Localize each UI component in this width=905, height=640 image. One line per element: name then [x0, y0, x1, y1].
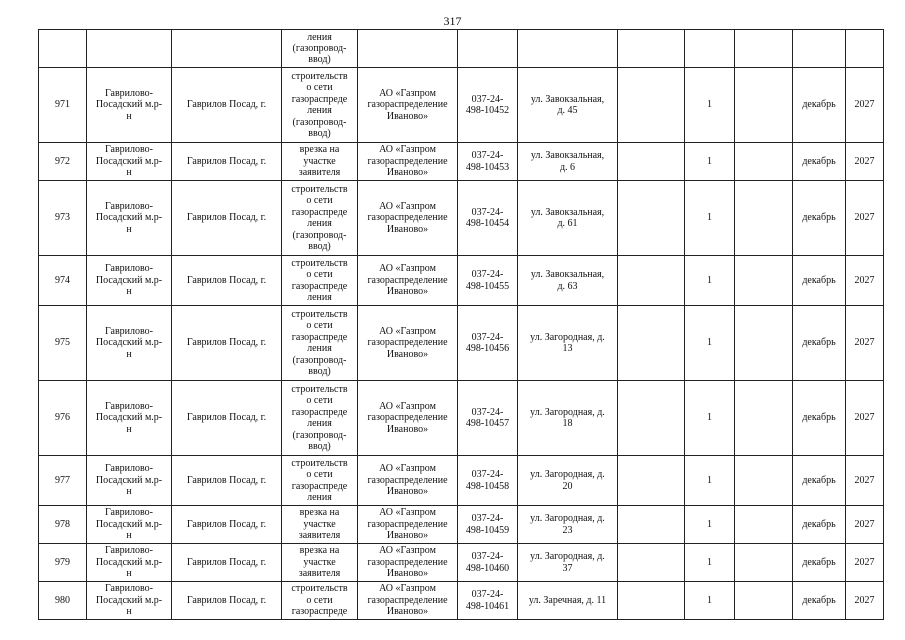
- org-line: АО «Газпром: [379, 325, 436, 337]
- cell-col8: [618, 181, 685, 256]
- work-type-line: ввод): [308, 366, 331, 377]
- district-line: Гаврилово-: [104, 200, 154, 212]
- cell-col10: [735, 30, 793, 68]
- org-line: газораспределение: [367, 556, 448, 568]
- code-line: 037-24-: [471, 469, 504, 480]
- cell-year: 2027: [846, 256, 884, 306]
- district-line: н: [126, 286, 132, 298]
- cell-qty: 1: [685, 143, 735, 181]
- code-line: 037-24-: [471, 551, 504, 562]
- work-type-line: ления: [307, 218, 332, 229]
- district-line: Гаврилово-: [104, 545, 154, 557]
- address-line: ул. Завокзальная,: [530, 93, 605, 105]
- cell-num: 971: [39, 68, 87, 143]
- org-line: АО «Газпром: [379, 200, 436, 212]
- district-line: Посадский м.р-: [95, 274, 163, 286]
- table-row: [39, 306, 884, 381]
- cell-month: декабрь: [793, 582, 846, 620]
- address-line: ул. Завокзальная,: [530, 269, 605, 280]
- district-line: Посадский м.р-: [95, 474, 163, 486]
- district-line: н: [126, 530, 132, 542]
- cell-qty: 1: [685, 582, 735, 620]
- cell-work-type: [282, 506, 358, 544]
- district-line: Посадский м.р-: [95, 556, 163, 568]
- code-line: 037-24-: [471, 206, 504, 218]
- cell-col10: [735, 181, 793, 256]
- org-line: Иваново»: [386, 110, 429, 122]
- cell-col10: [735, 68, 793, 143]
- address-line: ул. Загородная, д.: [530, 469, 605, 480]
- cell-district: [87, 68, 172, 143]
- cell-col8: [618, 30, 685, 68]
- cell-num: 978: [39, 506, 87, 544]
- cell-code: [458, 143, 518, 181]
- cell-settlement: Гаврилов Посад, г.: [172, 181, 282, 256]
- table-row: [39, 381, 884, 456]
- cell-address: [518, 306, 618, 381]
- cell-settlement: Гаврилов Посад, г.: [172, 456, 282, 506]
- address-line: ул. Завокзальная,: [530, 206, 605, 218]
- org-line: Иваново»: [386, 423, 429, 435]
- org-line: газораспределение: [367, 155, 448, 167]
- table-row: [39, 181, 884, 256]
- cell-year: 2027: [846, 506, 884, 544]
- cell-address: [518, 506, 618, 544]
- org-line: АО «Газпром: [379, 545, 436, 557]
- work-type-line: газораспреде: [291, 406, 348, 418]
- cell-col8: [618, 544, 685, 582]
- work-type-line: ления: [307, 418, 332, 429]
- cell-year: 2027: [846, 456, 884, 506]
- address-line: ул. Завокзальная,: [530, 150, 605, 161]
- cell-work-type: [282, 544, 358, 582]
- org-line: АО «Газпром: [379, 507, 436, 519]
- cell-code: [458, 456, 518, 506]
- cell-year: 2027: [846, 181, 884, 256]
- cell-month: декабрь: [793, 381, 846, 456]
- cell-org: [358, 544, 458, 582]
- cell-settlement: [172, 30, 282, 68]
- cell-qty: 1: [685, 456, 735, 506]
- work-type-line: газораспреде: [291, 606, 348, 618]
- cell-col10: [735, 256, 793, 306]
- code-line: 498-10459: [465, 524, 510, 536]
- cell-district: [87, 181, 172, 256]
- work-type-line: строительств: [291, 70, 348, 82]
- district-line: н: [126, 486, 132, 498]
- cell-org: [358, 582, 458, 620]
- table-body: [39, 30, 884, 620]
- cell-work-type: [282, 181, 358, 256]
- table-row: [39, 544, 884, 582]
- cell-district: [87, 143, 172, 181]
- cell-org: [358, 456, 458, 506]
- cell-num: 973: [39, 181, 87, 256]
- address-line: 37: [562, 562, 573, 574]
- cell-col8: [618, 582, 685, 620]
- district-line: Гаврилово-: [104, 507, 154, 519]
- work-type-line: участке: [303, 556, 336, 568]
- work-type-line: ввод): [308, 241, 331, 252]
- address-line: 13: [562, 343, 573, 354]
- cell-code: [458, 544, 518, 582]
- table-row: [39, 143, 884, 181]
- work-type-line: строительств: [291, 583, 348, 595]
- cell-month: декабрь: [793, 506, 846, 544]
- cell-settlement: Гаврилов Посад, г.: [172, 256, 282, 306]
- address-line: ул. Загородная, д.: [530, 331, 605, 343]
- cell-address: [518, 381, 618, 456]
- cell-col8: [618, 68, 685, 143]
- work-type-line: о сети: [306, 195, 333, 206]
- cell-work-type: [282, 456, 358, 506]
- org-line: Иваново»: [386, 286, 429, 298]
- cell-code: [458, 181, 518, 256]
- cell-address: [518, 143, 618, 181]
- district-line: Гаврилово-: [104, 400, 154, 412]
- cell-settlement: Гаврилов Посад, г.: [172, 306, 282, 381]
- org-line: Иваново»: [386, 530, 429, 542]
- work-type-line: (газопровод-: [292, 354, 347, 366]
- cell-num: [39, 30, 87, 68]
- code-line: 037-24-: [471, 406, 504, 418]
- cell-district: [87, 456, 172, 506]
- cell-address: [518, 582, 618, 620]
- cell-settlement: Гаврилов Посад, г.: [172, 143, 282, 181]
- work-type-line: газораспреде: [291, 93, 348, 105]
- cell-district: [87, 256, 172, 306]
- org-line: газораспределение: [367, 474, 448, 486]
- cell-col10: [735, 143, 793, 181]
- work-type-line: (газопровод-: [292, 116, 347, 128]
- org-line: АО «Газпром: [379, 263, 436, 275]
- work-type-line: о сети: [306, 320, 333, 331]
- org-line: газораспределение: [367, 594, 448, 606]
- work-type-line: о сети: [306, 82, 333, 93]
- table-row: [39, 456, 884, 506]
- org-line: АО «Газпром: [379, 583, 436, 595]
- work-type-line: газораспреде: [291, 280, 348, 292]
- cell-year: 2027: [846, 544, 884, 582]
- org-line: газораспределение: [367, 99, 448, 111]
- cell-address: [518, 68, 618, 143]
- org-line: Иваново»: [386, 223, 429, 235]
- work-type-line: врезка на: [299, 545, 340, 557]
- cell-work-type: [282, 30, 358, 68]
- cell-qty: [685, 30, 735, 68]
- work-type-line: о сети: [306, 594, 333, 606]
- cell-qty: 1: [685, 381, 735, 456]
- cell-col8: [618, 506, 685, 544]
- cell-qty: 1: [685, 506, 735, 544]
- work-type-line: газораспреде: [291, 480, 348, 492]
- code-line: 037-24-: [471, 513, 504, 524]
- org-line: АО «Газпром: [379, 463, 436, 475]
- address-line: 18: [562, 418, 573, 429]
- code-line: 498-10453: [465, 161, 510, 173]
- code-line: 037-24-: [471, 589, 504, 600]
- cell-work-type: [282, 256, 358, 306]
- district-line: Посадский м.р-: [95, 212, 163, 224]
- work-type-line: строительств: [291, 257, 348, 269]
- cell-num: 980: [39, 582, 87, 620]
- cell-code: [458, 582, 518, 620]
- district-line: н: [126, 568, 132, 580]
- work-type-line: о сети: [306, 269, 333, 280]
- district-line: н: [126, 110, 132, 122]
- district-line: н: [126, 348, 132, 360]
- address-line: д. 61: [557, 218, 578, 229]
- work-type-line: ления: [307, 343, 332, 354]
- cell-address: [518, 181, 618, 256]
- cell-district: [87, 30, 172, 68]
- cell-num: 974: [39, 256, 87, 306]
- cell-org: [358, 30, 458, 68]
- cell-work-type: [282, 582, 358, 620]
- code-line: 498-10452: [465, 105, 510, 116]
- cell-org: [358, 306, 458, 381]
- work-type-line: ления: [307, 292, 332, 303]
- work-type-line: строительств: [291, 183, 348, 195]
- district-line: н: [126, 223, 132, 235]
- cell-org: [358, 143, 458, 181]
- cell-num: 976: [39, 381, 87, 456]
- work-type-line: ввод): [308, 54, 331, 65]
- work-type-line: участке: [303, 155, 336, 167]
- cell-month: декабрь: [793, 456, 846, 506]
- cell-settlement: Гаврилов Посад, г.: [172, 582, 282, 620]
- cell-work-type: [282, 68, 358, 143]
- cell-col10: [735, 582, 793, 620]
- code-line: 498-10457: [465, 418, 510, 429]
- cell-month: декабрь: [793, 544, 846, 582]
- cell-district: [87, 381, 172, 456]
- district-line: н: [126, 606, 132, 618]
- district-line: н: [126, 167, 132, 179]
- code-line: 037-24-: [471, 331, 504, 343]
- cell-work-type: [282, 306, 358, 381]
- cell-qty: 1: [685, 181, 735, 256]
- cell-num: 979: [39, 544, 87, 582]
- cell-year: [846, 30, 884, 68]
- org-line: газораспределение: [367, 518, 448, 530]
- work-type-line: участке: [303, 518, 336, 530]
- district-line: Посадский м.р-: [95, 99, 163, 111]
- cell-work-type: [282, 381, 358, 456]
- address-line: ул. Загородная, д.: [530, 513, 605, 524]
- cell-address: [518, 544, 618, 582]
- cell-code: [458, 306, 518, 381]
- registry-table: [38, 29, 884, 620]
- work-type-line: врезка на: [299, 144, 340, 156]
- org-line: Иваново»: [386, 348, 429, 360]
- code-line: 498-10456: [465, 343, 510, 354]
- work-type-line: заявителя: [298, 530, 341, 542]
- cell-code: [458, 256, 518, 306]
- table-row: [39, 582, 884, 620]
- district-line: Гаврилово-: [104, 263, 154, 275]
- cell-year: 2027: [846, 68, 884, 143]
- work-type-line: (газопровод-: [292, 229, 347, 241]
- work-type-line: газораспреде: [291, 206, 348, 218]
- cell-org: [358, 68, 458, 143]
- cell-year: 2027: [846, 381, 884, 456]
- cell-settlement: Гаврилов Посад, г.: [172, 68, 282, 143]
- cell-col8: [618, 256, 685, 306]
- cell-qty: 1: [685, 68, 735, 143]
- table-row-fragment: [39, 30, 884, 68]
- district-line: Гаврилово-: [104, 87, 154, 99]
- code-line: 498-10461: [465, 600, 510, 612]
- cell-address: [518, 256, 618, 306]
- cell-col8: [618, 456, 685, 506]
- cell-district: [87, 544, 172, 582]
- cell-address: [518, 456, 618, 506]
- cell-code: [458, 68, 518, 143]
- page-number: 317: [443, 14, 462, 28]
- work-type-line: газораспреде: [291, 331, 348, 343]
- cell-col10: [735, 381, 793, 456]
- cell-year: 2027: [846, 143, 884, 181]
- org-line: АО «Газпром: [379, 87, 436, 99]
- org-line: Иваново»: [386, 606, 429, 618]
- cell-num: 972: [39, 143, 87, 181]
- district-line: Посадский м.р-: [95, 155, 163, 167]
- cell-org: [358, 381, 458, 456]
- address-line: 20: [562, 480, 573, 492]
- cell-col10: [735, 456, 793, 506]
- cell-num: 975: [39, 306, 87, 381]
- district-line: Гаврилово-: [104, 583, 154, 595]
- work-type-line: ления: [307, 105, 332, 116]
- code-line: 498-10454: [465, 218, 510, 229]
- district-line: н: [126, 423, 132, 435]
- cell-col10: [735, 506, 793, 544]
- cell-col8: [618, 381, 685, 456]
- cell-org: [358, 181, 458, 256]
- district-line: Посадский м.р-: [95, 337, 163, 349]
- cell-col8: [618, 306, 685, 381]
- org-line: АО «Газпром: [379, 400, 436, 412]
- cell-col10: [735, 306, 793, 381]
- org-line: АО «Газпром: [379, 144, 436, 156]
- district-line: Посадский м.р-: [95, 412, 163, 424]
- work-type-line: (газопровод-: [292, 429, 347, 441]
- cell-settlement: Гаврилов Посад, г.: [172, 381, 282, 456]
- work-type-line: строительств: [291, 457, 348, 469]
- address-line: д. 6: [559, 161, 576, 173]
- cell-district: [87, 306, 172, 381]
- work-type-line: заявителя: [298, 568, 341, 580]
- cell-col8: [618, 143, 685, 181]
- cell-org: [358, 506, 458, 544]
- district-line: Гаврилово-: [104, 144, 154, 156]
- cell-month: декабрь: [793, 181, 846, 256]
- cell-month: декабрь: [793, 256, 846, 306]
- cell-district: [87, 506, 172, 544]
- work-type-line: ления: [307, 492, 332, 503]
- org-line: газораспределение: [367, 274, 448, 286]
- cell-year: 2027: [846, 582, 884, 620]
- cell-address: [518, 30, 618, 68]
- work-type-line: заявителя: [298, 167, 341, 179]
- code-line: 498-10460: [465, 562, 510, 574]
- table-row: [39, 68, 884, 143]
- cell-num: 977: [39, 456, 87, 506]
- cell-month: [793, 30, 846, 68]
- org-line: газораспределение: [367, 337, 448, 349]
- cell-code: [458, 30, 518, 68]
- district-line: Посадский м.р-: [95, 518, 163, 530]
- work-type-line: строительств: [291, 308, 348, 320]
- code-line: 498-10458: [465, 480, 510, 492]
- work-type-line: врезка на: [299, 507, 340, 519]
- cell-work-type: [282, 143, 358, 181]
- cell-code: [458, 506, 518, 544]
- district-line: Гаврилово-: [104, 325, 154, 337]
- cell-district: [87, 582, 172, 620]
- cell-settlement: Гаврилов Посад, г.: [172, 544, 282, 582]
- code-line: 037-24-: [471, 150, 504, 161]
- address-line: 23: [562, 524, 573, 536]
- cell-month: декабрь: [793, 143, 846, 181]
- cell-qty: 1: [685, 256, 735, 306]
- table-row: [39, 506, 884, 544]
- org-line: газораспределение: [367, 212, 448, 224]
- cell-qty: 1: [685, 544, 735, 582]
- org-line: Иваново»: [386, 486, 429, 498]
- cell-col10: [735, 544, 793, 582]
- cell-qty: 1: [685, 306, 735, 381]
- address-line: д. 45: [557, 105, 578, 116]
- work-type-line: (газопровод-: [292, 43, 347, 54]
- cell-month: декабрь: [793, 68, 846, 143]
- code-line: 498-10455: [465, 280, 510, 292]
- cell-month: декабрь: [793, 306, 846, 381]
- work-type-line: ввод): [308, 128, 331, 139]
- district-line: Гаврилово-: [104, 463, 154, 475]
- code-line: 037-24-: [471, 269, 504, 280]
- work-type-line: ления: [307, 32, 332, 43]
- org-line: Иваново»: [386, 568, 429, 580]
- org-line: Иваново»: [386, 167, 429, 179]
- address-line: ул. Заречная, д. 11: [528, 594, 607, 606]
- code-line: 037-24-: [471, 93, 504, 105]
- cell-org: [358, 256, 458, 306]
- org-line: газораспределение: [367, 412, 448, 424]
- cell-settlement: Гаврилов Посад, г.: [172, 506, 282, 544]
- work-type-line: о сети: [306, 395, 333, 406]
- address-line: ул. Загородная, д.: [530, 551, 605, 562]
- work-type-line: о сети: [306, 469, 333, 480]
- district-line: Посадский м.р-: [95, 594, 163, 606]
- address-line: д. 63: [557, 280, 578, 292]
- cell-code: [458, 381, 518, 456]
- cell-year: 2027: [846, 306, 884, 381]
- work-type-line: строительств: [291, 383, 348, 395]
- address-line: ул. Загородная, д.: [530, 406, 605, 418]
- work-type-line: ввод): [308, 441, 331, 452]
- table-row: [39, 256, 884, 306]
